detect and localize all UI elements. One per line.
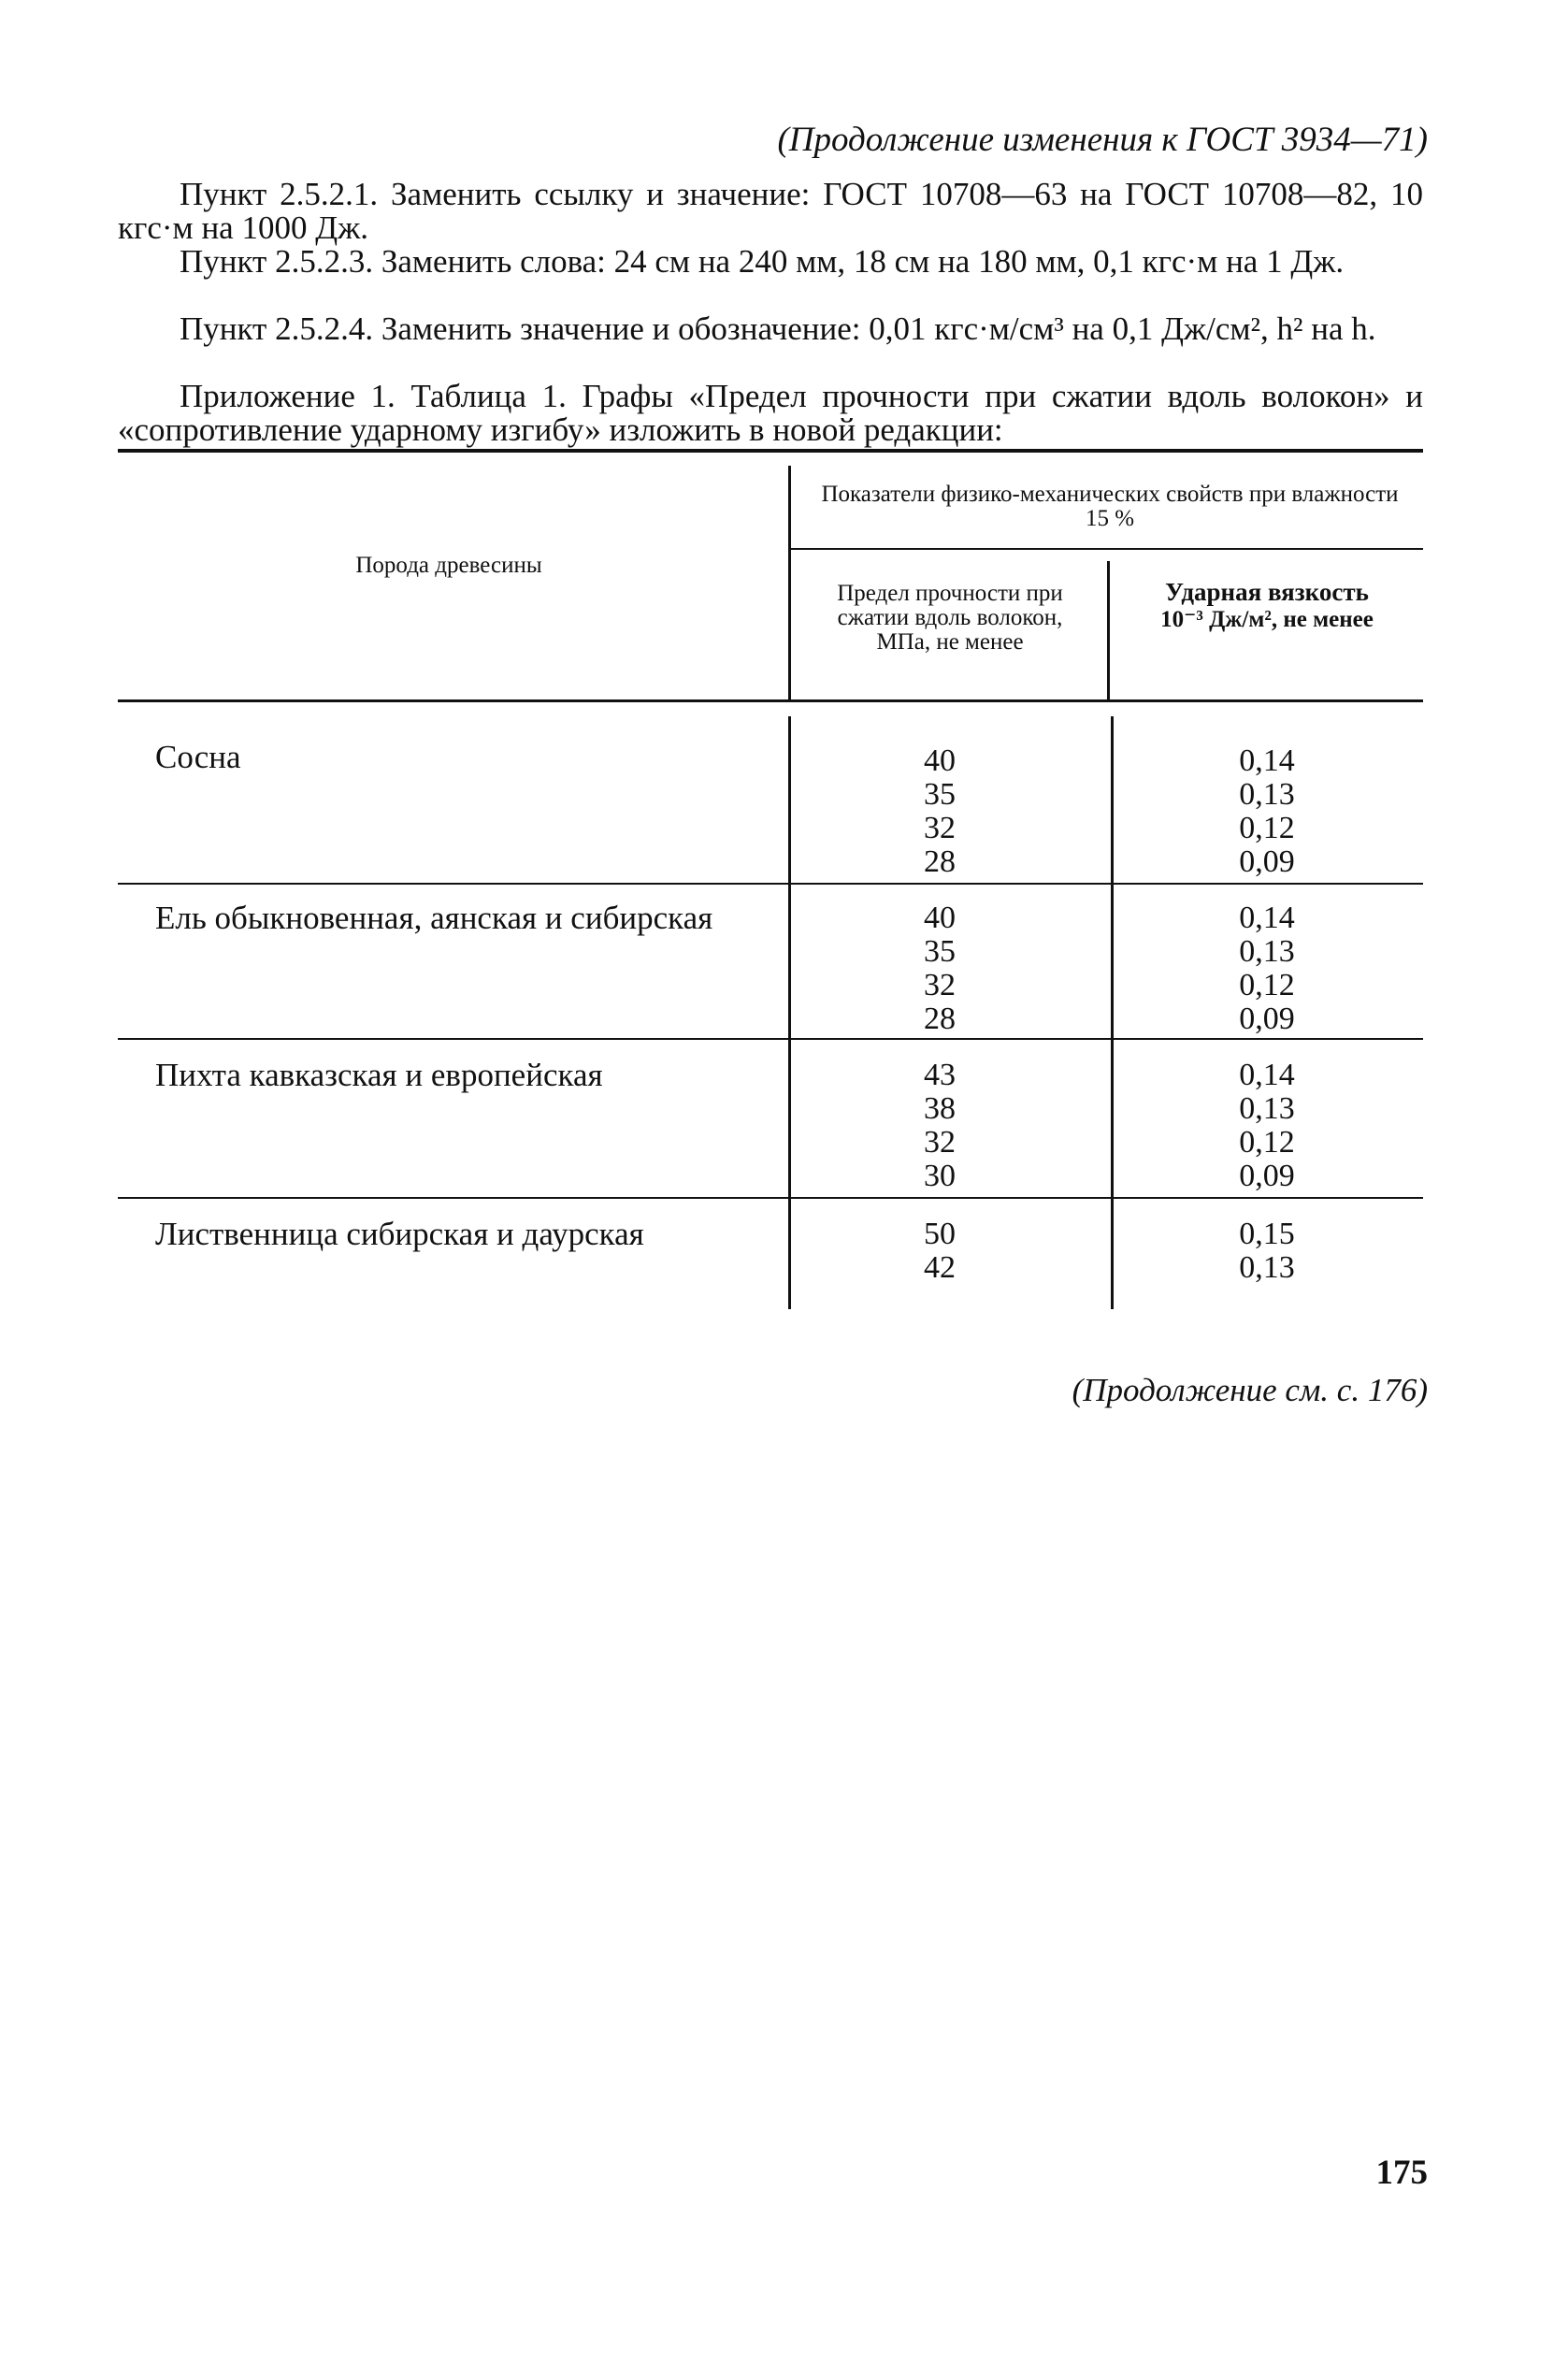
table-cell-value: 0,09 — [1239, 1159, 1295, 1193]
row-separator-3 — [118, 1197, 1423, 1199]
table-cell-value: 0,13 — [1239, 1091, 1295, 1126]
header-impact-line-2: 10⁻³ Дж/м², не менее — [1160, 607, 1374, 632]
table-cell-value: 0,12 — [1239, 1125, 1295, 1160]
table-cell-value: 0,13 — [1239, 1250, 1295, 1285]
continuation-header: (Продолжение изменения к ГОСТ 3934—71) — [777, 121, 1428, 159]
table-cell-value: 32 — [924, 1125, 956, 1160]
paragraph-text: Пункт 2.5.2.4. Заменить значение и обозначение: 0,01 кгс·м/см³ на 0,1 Дж/см², h² на h. — [180, 310, 1376, 347]
paragraph-appendix-1 — [118, 380, 1423, 447]
table-cell-value: 0,12 — [1239, 968, 1295, 1002]
row-separator-2 — [118, 1038, 1423, 1040]
header-group-properties: Показатели физико-механических свойств при влажности 15 % — [821, 482, 1399, 531]
continuation-footer: (Продолжение см. с. 176) — [1072, 1372, 1428, 1408]
paragraph-text: Пункт 2.5.2.3. Заменить слова: 24 см на 240 мм, 18 см на 180 мм, 0,1 кгс·м на 1 Дж. — [180, 243, 1345, 280]
table-cell-value: 28 — [924, 1002, 956, 1036]
table-row-species: Ель обыкновенная, аянская и сибирская — [155, 900, 713, 936]
table-row-species: Лиственница сибирская и даурская — [155, 1216, 644, 1252]
table-cell-value: 42 — [924, 1250, 956, 1285]
table-cell-value: 40 — [924, 743, 956, 778]
header-bottom-rule — [118, 699, 1423, 702]
table-cell-value: 43 — [924, 1058, 956, 1092]
table-cell-value: 0,14 — [1239, 901, 1295, 935]
row-separator-1 — [118, 883, 1423, 885]
table-cell-value: 0,09 — [1239, 1002, 1295, 1036]
header-impact-line-1: Ударная вязкость — [1165, 578, 1369, 606]
page-number: 175 — [1375, 2154, 1428, 2192]
table-cell-value: 32 — [924, 968, 956, 1002]
table-cell-value: 0,13 — [1239, 777, 1295, 812]
paragraph-item-2-5-2-4 — [118, 312, 1423, 346]
column-divider-1 — [788, 466, 791, 701]
table-cell-value: 30 — [924, 1159, 956, 1193]
column-divider-1-body — [788, 716, 791, 1309]
paragraph-text: Пункт 2.5.2.1. Заменить ссылку и значение: ГОСТ 10708—63 на ГОСТ 10708—82, 10 кгс·м на 1000 Дж. — [118, 176, 1423, 246]
table-cell-value: 40 — [924, 901, 956, 935]
paragraph-item-2-5-2-3 — [118, 245, 1423, 279]
table-row-species: Пихта кавказская и европейская — [155, 1057, 603, 1093]
table-cell-value: 0,12 — [1239, 811, 1295, 845]
table-cell-value: 0,09 — [1239, 844, 1295, 879]
table-cell-value: 0,14 — [1239, 743, 1295, 778]
table-cell-value: 50 — [924, 1217, 956, 1251]
header-compressive-strength: Предел прочности при сжатии вдоль волокон, МПа, не менее — [837, 581, 1063, 655]
table-cell-value: 32 — [924, 811, 956, 845]
table-cell-value: 35 — [924, 934, 956, 969]
table-top-rule — [118, 449, 1423, 453]
table-cell-value: 28 — [924, 844, 956, 879]
paragraph-item-2-5-2-1 — [118, 178, 1423, 245]
table-row-species: Сосна — [155, 739, 241, 775]
header-species: Порода древесины — [355, 553, 542, 578]
table-cell-value: 38 — [924, 1091, 956, 1126]
group-header-rule — [790, 548, 1423, 550]
table-cell-value: 35 — [924, 777, 956, 812]
paragraph-text: Приложение 1. Таблица 1. Графы «Предел прочности при сжатии вдоль волокон» и «сопротивление ударному изгибу» изложить в новой редакции: — [118, 378, 1423, 448]
table-cell-value: 0,13 — [1239, 934, 1295, 969]
column-divider-2-body — [1111, 716, 1114, 1309]
header-impact-strength — [1122, 578, 1412, 634]
table-cell-value: 0,14 — [1239, 1058, 1295, 1092]
column-divider-2 — [1107, 561, 1110, 701]
table-cell-value: 0,15 — [1239, 1217, 1295, 1251]
